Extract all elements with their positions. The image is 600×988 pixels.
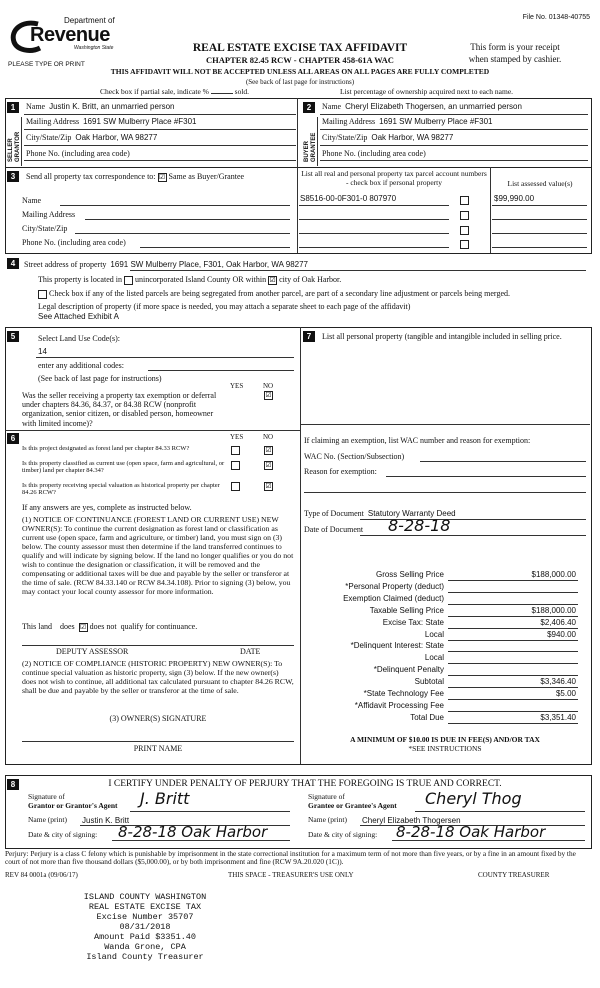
form-title: REAL ESTATE EXCISE TAX AFFIDAVIT	[192, 42, 408, 54]
tax-row-underline	[448, 675, 578, 676]
section-7-number: 7	[303, 331, 315, 342]
doc-type[interactable]: Statutory Warranty Deed	[367, 509, 456, 518]
same-as-label: Same as Buyer/Grantee	[168, 172, 245, 181]
doc-type-label: Type of Document	[304, 509, 364, 518]
partial-sale-label: Check box if partial sale, indicate %	[100, 87, 209, 96]
logo-state: Washington State	[74, 45, 114, 51]
buyer-name-label: Name	[322, 102, 342, 111]
segregated-checkbox[interactable]	[38, 290, 47, 299]
does-not-label: does not	[89, 622, 117, 631]
forest-yes-checkbox[interactable]	[231, 446, 240, 455]
unincorporated-checkbox[interactable]	[124, 276, 133, 285]
tax-row-underline	[448, 687, 578, 688]
tax-row-underline	[448, 723, 578, 724]
section-8-number: 8	[7, 779, 19, 790]
parcel-1-personal-checkbox[interactable]	[460, 196, 469, 205]
seller-name-row	[26, 102, 294, 111]
qualify-label: qualify for continuance.	[120, 622, 198, 631]
corr-name-label: Name	[22, 196, 42, 205]
tax-row-label: Local	[424, 653, 444, 663]
seller-side-label: SELLER GRANTOR	[8, 131, 21, 162]
wac-label: WAC No. (Section/Subsection)	[304, 452, 405, 461]
tax-row-underline	[448, 616, 578, 617]
street-row	[24, 260, 584, 269]
tax-row-underline	[448, 651, 578, 652]
city-checkbox[interactable]: ☑	[269, 275, 276, 284]
land-use-see-back: (See back of last page for instructions)	[38, 374, 162, 383]
same-as-checkbox[interactable]: ☑	[158, 172, 166, 181]
continuance-row	[22, 622, 197, 632]
grantee-name-label: Name (print)	[308, 815, 347, 824]
deputy-date-label: DATE	[240, 647, 261, 656]
partial-percent-field[interactable]	[211, 93, 233, 94]
s5-no-header: NO	[263, 382, 274, 390]
grantee-sig-label-2: Grantee or Grantee's Agent	[308, 801, 397, 810]
section-4-number: 4	[7, 258, 19, 269]
buyer-name[interactable]: Cheryl Elizabeth Thogersen, an unmarried person	[345, 102, 522, 111]
tax-row-underline	[448, 580, 578, 581]
street-label: Street address of property	[24, 260, 107, 269]
grantor-date-city[interactable]: 8-28-18 Oak Harbor	[118, 823, 268, 841]
land-use-code[interactable]: 14	[38, 347, 47, 356]
stamp-line: Wanda Grone, CPA	[104, 942, 186, 952]
parcel-number[interactable]: S8516-00-0F301-0 807970	[300, 194, 397, 203]
grantor-date-label: Date & city of signing:	[28, 830, 98, 839]
unincorporated-label: unincorporated Island County OR within	[134, 275, 267, 284]
buyer-city-label: City/State/Zip	[322, 133, 368, 142]
partial-sale	[100, 88, 249, 97]
grantor-signature[interactable]: J. Britt	[140, 789, 190, 808]
form-subtitle: CHAPTER 82.45 RCW - CHAPTER 458-61A WAC	[206, 55, 394, 65]
parcel-3-personal-checkbox[interactable]	[460, 226, 469, 235]
section-2-number: 2	[303, 102, 315, 113]
send-label: Send all property tax correspondence to:	[26, 172, 156, 181]
percentage-note: List percentage of ownership acquired next to each name.	[340, 87, 514, 96]
exemption-claim-label: If claiming an exemption, list WAC number and reason for exemption:	[304, 436, 531, 445]
current-use-question: Is this property classified as current use (open space, farm and agricultural, or timber) land per chapter 84.34?	[22, 460, 225, 475]
buyer-name-row	[322, 102, 588, 111]
located-row	[38, 275, 341, 285]
section-1-number: 1	[7, 102, 19, 113]
buyer-mailing-label: Mailing Address	[322, 117, 376, 126]
tax-row-value[interactable]: $5.00	[555, 689, 576, 698]
tax-row-label: *Personal Property (deduct)	[345, 581, 444, 591]
grantee-date-city[interactable]: 8-28-18 Oak Harbor	[396, 823, 546, 841]
tax-row-underline	[448, 663, 578, 664]
legal-value[interactable]: See Attached Exhibit A	[38, 312, 119, 321]
tax-row-label: Gross Selling Price	[375, 570, 444, 579]
seller-name-label: Name	[26, 102, 46, 111]
tax-row-underline	[448, 628, 578, 629]
seller-city[interactable]: Oak Harbor, WA 98277	[75, 133, 158, 142]
historic-no-checkbox[interactable]: ☑	[265, 482, 272, 490]
seller-mailing[interactable]: 1691 SW Mulberry Place #F301	[83, 117, 197, 126]
legal-label: Legal description of property (if more space is needed, you may attach a separate sheet to each page of the affidavit)	[38, 302, 411, 311]
logo-department: Department of	[64, 16, 115, 25]
file-number: File No. 01348-40755	[522, 14, 590, 21]
current-use-no-checkbox[interactable]: ☑	[265, 461, 272, 469]
buyer-side-label: BUYER GRANTEE	[304, 132, 317, 162]
receipt-line-2: when stamped by cashier.	[468, 54, 562, 64]
county-treasurer-label: COUNTY TREASURER	[478, 871, 550, 879]
located-label: This property is located in	[38, 275, 122, 284]
tax-row-label: *State Technology Fee	[363, 689, 444, 698]
grantee-sig-label-1: Signature of	[308, 792, 345, 801]
segregated-label: Check box if any of the listed parcels are being segregated from another parcel, are part of a secondary line adjustment or parcels being merged.	[49, 289, 510, 298]
does-label: does	[60, 622, 75, 631]
logo-revenue: Revenue	[30, 24, 110, 46]
stamp-line: REAL ESTATE EXCISE TAX	[88, 902, 202, 912]
corr-mailing-label: Mailing Address	[22, 210, 76, 219]
if-yes-note: If any answers are yes, complete as instructed below.	[22, 503, 192, 512]
doc-date-label: Date of Document	[304, 525, 364, 534]
please-type: PLEASE TYPE OR PRINT	[8, 61, 85, 68]
print-name-label: PRINT NAME	[133, 744, 183, 753]
minimum-due-note: A MINIMUM OF $10.00 IS DUE IN FEE(S) AND/OR TAX	[350, 735, 540, 744]
send-correspondence	[26, 172, 244, 182]
s5-yes-header: YES	[230, 382, 244, 390]
see-instructions: *SEE INSTRUCTIONS	[408, 744, 482, 753]
perjury-note: Perjury: Perjury is a class C felony which is punishable by imprisonment in the state correctional institution for a maximum term of not more than five years, or by a fine in an amount fixed by the court of not more than five thousand dollars ($5,000.00), or by both imprisonment and fine (RCW 9A.20.020 (1C)).	[5, 849, 576, 867]
buyer-city[interactable]: Oak Harbor, WA 98277	[371, 133, 454, 142]
corr-city-label: City/State/Zip	[22, 224, 68, 233]
this-land-label: This land	[22, 622, 52, 631]
tax-row-value[interactable]: $188,000.00	[531, 605, 576, 615]
s6-no-header: NO	[263, 433, 274, 441]
tax-row-value[interactable]: $3,346.40	[540, 677, 576, 687]
tax-row-value[interactable]: $2,406.40	[540, 617, 576, 627]
street-address[interactable]: 1691 SW Mulberry Place, F301, Oak Harbor, WA 98277	[110, 260, 308, 269]
seller-mailing-row	[26, 117, 294, 126]
current-use-yes-checkbox[interactable]	[231, 461, 240, 470]
form-revision: REV 84 0001a (09/06/17)	[5, 871, 78, 879]
forest-question: Is this project designated as forest land per chapter 84.33 RCW?	[22, 445, 190, 452]
seller-city-label: City/State/Zip	[26, 133, 72, 142]
stamp-line: Island County Treasurer	[86, 952, 204, 962]
grantee-date-label: Date & city of signing:	[308, 830, 378, 839]
certify-statement: I CERTIFY UNDER PENALTY OF PERJURY THAT THE FOREGOING IS TRUE AND CORRECT.	[108, 779, 502, 789]
additional-codes-label: enter any additional codes:	[38, 361, 124, 370]
exemption-question: Was the seller receiving a property tax exemption or deferral under chapters 84.36, 84.37, or 84.38 RCW (nonprofit organization, senior citizen, or disabled person, homeowner with limited income)?	[22, 391, 217, 428]
stamp-line: ISLAND COUNTY WASHINGTON	[83, 892, 207, 902]
tax-row-underline	[448, 711, 578, 712]
grantor-name-label: Name (print)	[28, 815, 67, 824]
tax-row-label: Local	[424, 629, 444, 639]
reason-label: Reason for exemption:	[304, 467, 377, 476]
forest-no-checkbox[interactable]: ☑	[265, 446, 272, 454]
exemption-no-checkbox[interactable]: ☑	[265, 391, 272, 399]
grantee-signature[interactable]: Cheryl Thog	[425, 789, 522, 808]
grantor-sig-label-1: Signature of	[28, 792, 65, 801]
tax-row-underline	[448, 604, 578, 605]
s6-yes-header: YES	[230, 433, 244, 441]
seller-city-row	[26, 133, 294, 142]
buyer-city-row	[322, 133, 588, 142]
historic-yes-checkbox[interactable]	[231, 482, 240, 491]
historic-question: Is this property receiving special valuation as historical property per chapter 84.26 RCW?	[22, 482, 220, 497]
form-warning: THIS AFFIDAVIT WILL NOT BE ACCEPTED UNLESS ALL AREAS ON ALL PAGES ARE FULLY COMPLETED	[110, 67, 490, 76]
tax-row-label: Total Due	[410, 712, 444, 722]
buyer-phone-label: Phone No. (including area code)	[322, 149, 426, 158]
tax-row-value[interactable]: $3,351.40	[540, 712, 576, 722]
tax-row-label: *Affidavit Processing Fee	[354, 700, 444, 710]
land-use-label: Select Land Use Code(s):	[38, 334, 120, 343]
tax-row-label: *Delinquent Penalty	[373, 665, 444, 675]
sold-label: sold.	[234, 87, 250, 96]
tax-row-label: Subtotal	[414, 677, 444, 687]
buyer-mailing-row	[322, 117, 588, 126]
section-6-number: 6	[7, 433, 19, 444]
section-3-number: 3	[7, 171, 19, 182]
grantor-print-name[interactable]: Justin K. Britt	[82, 816, 130, 825]
notice-continuance: (1) NOTICE OF CONTINUANCE (FOREST LAND OR CURRENT USE) NEW OWNER(S): To continue the current designation as forest land or classification as current use (open space, farm and agriculture, or timber) land, you must sign on (3) below. The county assessor must then determine if the land transferred continues to qualify and will indicate by signing below. If the land no longer qualifies or you do not wish to continue the designation or classification, it will be removed and the compensating or additional taxes will be due and payable by the seller or transferor at the time of sale. (RCW 84.33.140 or RCW 84.34.108). Prior to signing (3) below, you may contact your local county assessor for more information.	[22, 515, 294, 596]
seller-phone-label: Phone No. (including area code)	[26, 149, 130, 158]
receipt-line-1: This form is your receipt	[470, 42, 560, 52]
parcel-header: List all real and personal property tax parcel account numbers - check box if personal property	[301, 169, 487, 187]
seller-mailing-label: Mailing Address	[26, 117, 80, 126]
tax-row-underline	[448, 592, 578, 593]
personal-property-label: List all personal property (tangible and intangible included in selling price.	[322, 332, 562, 341]
stamp-line: Amount Paid $3351.40	[93, 932, 197, 942]
parcel-4-personal-checkbox[interactable]	[460, 240, 469, 249]
treasurer-use-only: THIS SPACE - TREASURER'S USE ONLY	[228, 871, 354, 879]
dor-logo	[8, 16, 128, 62]
buyer-mailing[interactable]: 1691 SW Mulberry Place #F301	[379, 117, 493, 126]
owner-signature-label: (3) OWNER(S) SIGNATURE	[109, 714, 207, 723]
doc-date[interactable]: 8-28-18	[388, 516, 451, 535]
does-not-checkbox[interactable]: ☑	[80, 622, 87, 631]
notice-compliance: (2) NOTICE OF COMPLIANCE (HISTORIC PROPERTY) NEW OWNER(S): To continue special valuation as historic property, sign (3) below. If the new owner(s) does not wish to continue, all additional tax calculated pursuant to chapter 84.26 RCW, shall be due and payable by the seller or transferor at the time of sale.	[22, 659, 294, 695]
treasurer-stamp	[60, 892, 230, 962]
corr-phone-label: Phone No. (including area code)	[22, 238, 126, 247]
tax-row-label: Excise Tax: State	[382, 617, 444, 627]
assessed-header: List assessed value(s)	[507, 179, 573, 188]
deputy-assessor-label: DEPUTY ASSESSOR	[56, 647, 129, 656]
see-back: (See back of last page for instructions)	[245, 78, 355, 86]
tax-row-label: *Delinquent Interest: State	[350, 641, 444, 651]
section-5-number: 5	[7, 331, 19, 342]
grantee-print-name[interactable]: Cheryl Elizabeth Thogersen	[362, 816, 461, 825]
stamp-line: 08/31/2018	[119, 922, 171, 932]
tax-row-value[interactable]: $940.00	[547, 629, 576, 639]
tax-row-value[interactable]: $188,000.00	[531, 570, 576, 579]
segregated-note	[38, 289, 588, 299]
stamp-line: Excise Number 35707	[96, 912, 194, 922]
tax-row-label: Exemption Claimed (deduct)	[343, 593, 444, 603]
tax-row-underline	[448, 640, 578, 641]
assessed-value[interactable]: $99,990.00	[494, 194, 535, 203]
tax-row-label: Taxable Selling Price	[369, 605, 444, 615]
tax-row-underline	[448, 699, 578, 700]
city-of-label: city of Oak Harbor.	[279, 275, 342, 284]
parcel-2-personal-checkbox[interactable]	[460, 211, 469, 220]
seller-name[interactable]: Justin K. Britt, an unmarried person	[49, 102, 175, 111]
grantor-sig-label-2: Grantor or Grantor's Agent	[28, 801, 118, 810]
